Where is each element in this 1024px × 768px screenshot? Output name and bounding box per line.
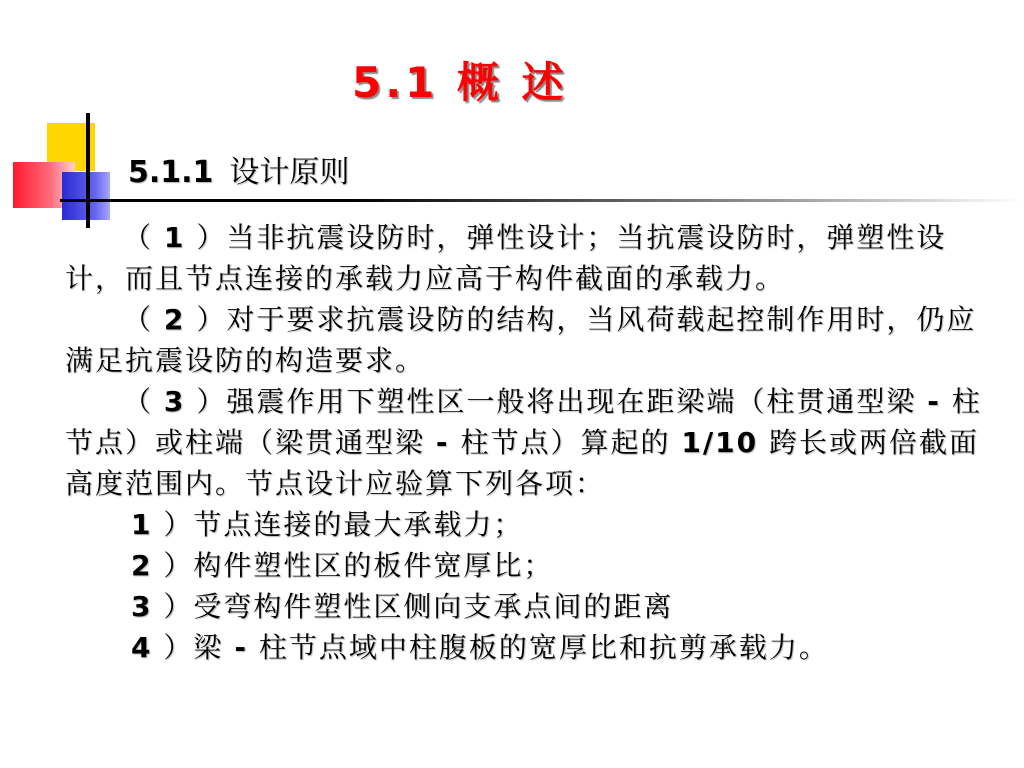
check-item-2	[65, 545, 990, 586]
item-number: 4	[131, 631, 153, 664]
paragraph-text: 跨长或两倍截面高度范围内。节点设计应验算下列各项：	[65, 426, 979, 500]
paragraph-number: 2	[163, 303, 186, 336]
decorative-blocks	[0, 0, 160, 240]
paren-close: ）	[196, 385, 227, 418]
paragraph-1	[65, 217, 990, 299]
dash: -	[234, 631, 248, 664]
paren-close: ）	[163, 549, 194, 582]
paragraph-text: 当非抗震设防时，弹性设计；当抗震设防时，弹塑性设计，而且节点连接的承载力应高于构件截面的承载力。	[65, 221, 947, 295]
paragraph-text: 柱节点）或柱端（梁贯通型梁	[65, 385, 982, 459]
paren-close: ）	[163, 590, 194, 623]
check-item-1	[65, 504, 990, 545]
paren-close: ）	[163, 631, 194, 664]
item-text: 构件塑性区的板件宽厚比；	[193, 549, 554, 582]
paragraph-2	[65, 299, 990, 381]
section-number: 5.1.1	[128, 155, 214, 190]
paren-open: （	[123, 303, 154, 336]
dash: -	[435, 426, 450, 459]
item-number: 3	[131, 590, 153, 623]
vertical-rule	[86, 113, 90, 228]
slide-title: 5.1 概 述	[352, 58, 568, 107]
paren-open: （	[123, 221, 154, 254]
section-heading	[128, 147, 349, 191]
paren-open: （	[123, 385, 154, 418]
slide-body	[65, 217, 990, 668]
paragraph-text: 对于要求抗震设防的结构，当风荷载起控制作用时，仍应满足抗震设防的构造要求。	[65, 303, 977, 377]
paren-close: ）	[196, 221, 227, 254]
dash: -	[927, 385, 941, 418]
check-item-4	[65, 627, 990, 668]
item-number: 2	[131, 549, 153, 582]
paragraph-number: 3	[163, 385, 186, 418]
section-title: 设计原则	[229, 155, 350, 190]
ratio-value: 1/10	[681, 426, 759, 459]
paragraph-text: 强震作用下塑性区一般将出现在距梁端（柱贯通型梁	[226, 385, 917, 418]
item-text: 梁	[193, 631, 224, 664]
item-text: 受弯构件塑性区侧向支承点间的距离	[193, 590, 674, 623]
check-item-3	[65, 586, 990, 627]
paragraph-text: 柱节点）算起的	[460, 426, 671, 459]
item-text: 节点连接的最大承载力；	[193, 508, 524, 541]
item-number: 1	[131, 508, 153, 541]
paren-close: ）	[196, 303, 227, 336]
item-text: 柱节点域中柱腹板的宽厚比和抗剪承载力。	[258, 631, 829, 664]
paragraph-number: 1	[163, 221, 186, 254]
paren-close: ）	[163, 508, 194, 541]
paragraph-3	[65, 381, 990, 504]
horizontal-rule	[60, 199, 1024, 202]
